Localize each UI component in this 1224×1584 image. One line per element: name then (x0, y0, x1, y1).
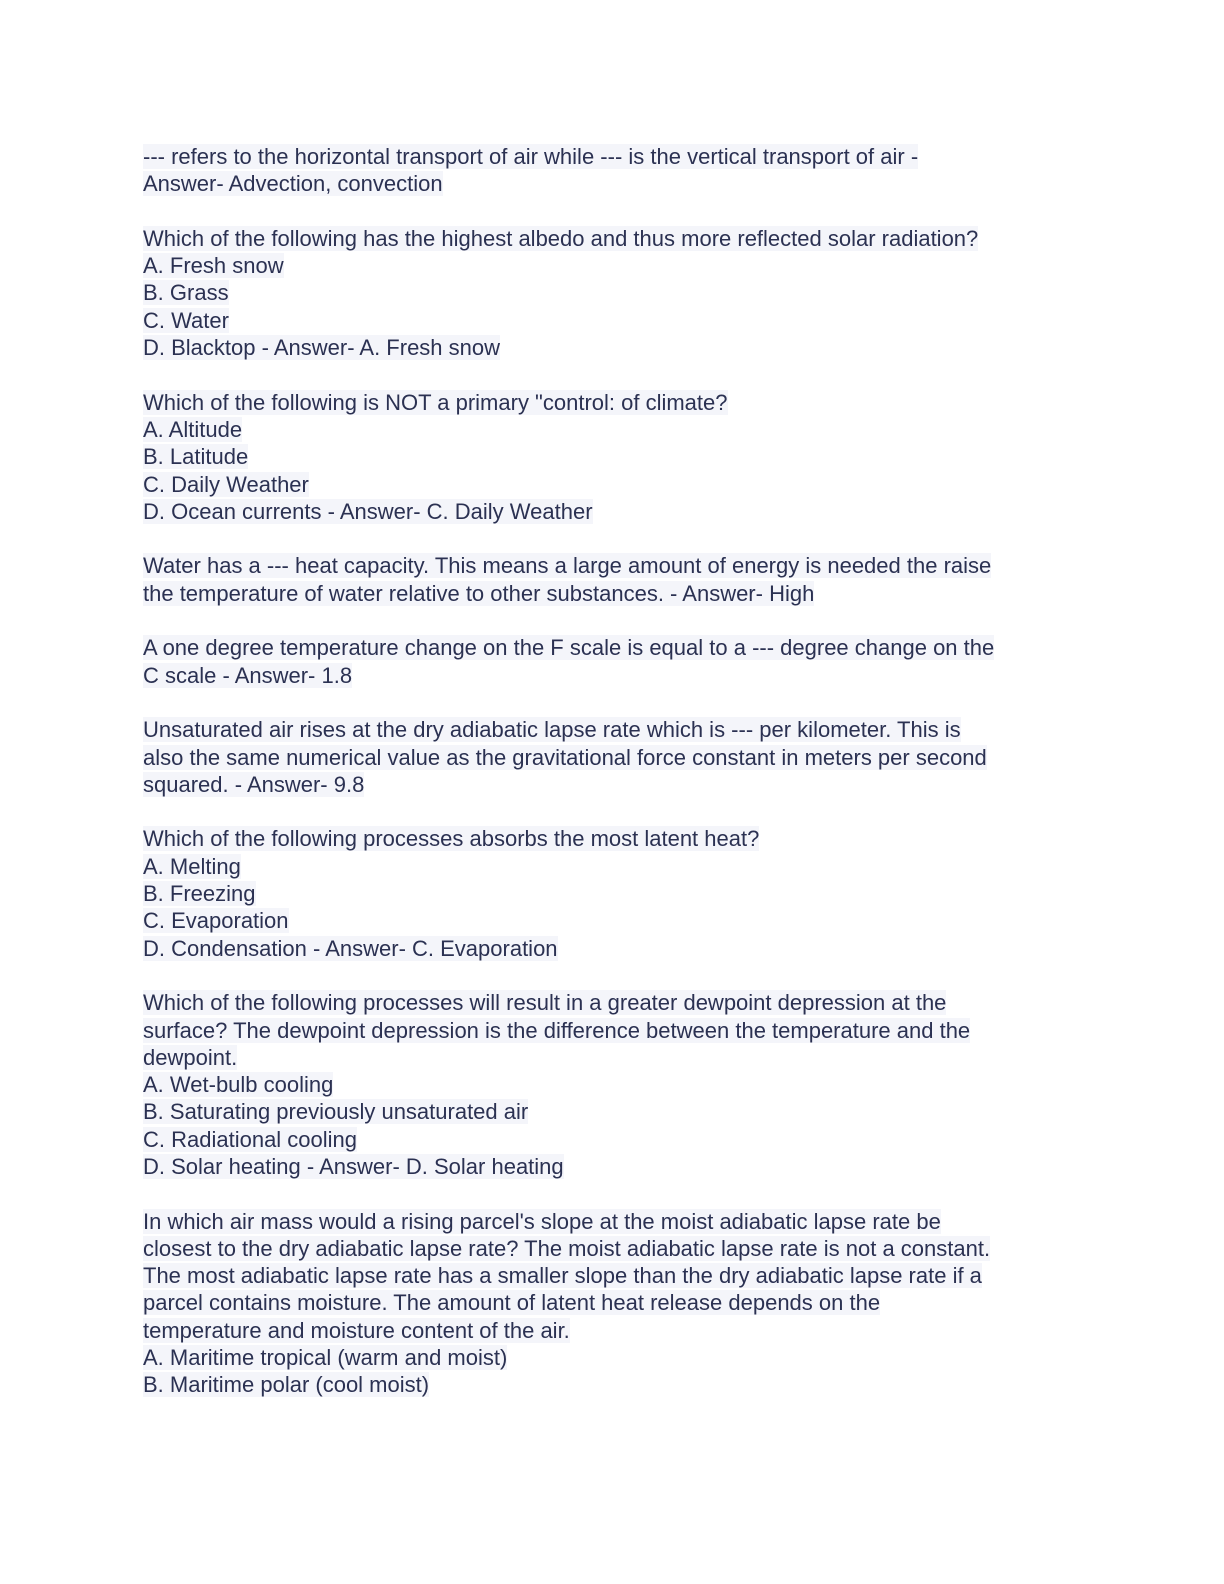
text-line (143, 634, 1083, 661)
text-line (143, 1153, 1083, 1180)
question-block (143, 143, 1083, 198)
text-line-content: closest to the dry adiabatic lapse rate? The moist adiabatic lapse rate is not a constant. (143, 1235, 991, 1261)
text-line (143, 498, 1083, 525)
text-line (143, 771, 1083, 798)
text-line (143, 935, 1083, 962)
text-line (143, 880, 1083, 907)
text-line (143, 907, 1083, 934)
text-line-content: D. Blacktop - Answer- A. Fresh snow (143, 335, 501, 361)
text-line-content: C. Water (143, 307, 229, 333)
text-line-content: C. Radiational cooling (143, 1126, 358, 1152)
text-line-content: Which of the following processes absorbs the most latent heat? (143, 826, 760, 852)
document-page (143, 143, 1083, 1426)
text-line-content: B. Grass (143, 280, 229, 306)
text-line (143, 170, 1083, 197)
text-line-content: temperature and moisture content of the air. (143, 1317, 570, 1343)
text-line-content: Unsaturated air rises at the dry adiabatic lapse rate which is --- per kilometer. This is (143, 717, 961, 743)
text-line-content: parcel contains moisture. The amount of latent heat release depends on the (143, 1290, 881, 1316)
text-line-content: A. Altitude (143, 416, 243, 442)
text-line (143, 1098, 1083, 1125)
question-block (143, 825, 1083, 961)
text-line-content: B. Freezing (143, 881, 256, 907)
text-line-content: squared. - Answer- 9.8 (143, 771, 365, 797)
text-line (143, 389, 1083, 416)
text-line-content: D. Ocean currents - Answer- C. Daily Weather (143, 498, 593, 524)
text-line (143, 716, 1083, 743)
question-block (143, 989, 1083, 1180)
text-line-content: C. Evaporation (143, 908, 289, 934)
text-line-content: the temperature of water relative to other substances. - Answer- High (143, 580, 815, 606)
text-line (143, 1317, 1083, 1344)
question-block (143, 225, 1083, 361)
text-line-content: D. Solar heating - Answer- D. Solar heating (143, 1153, 564, 1179)
text-line (143, 825, 1083, 852)
text-line (143, 252, 1083, 279)
text-line-content: B. Saturating previously unsaturated air (143, 1099, 529, 1125)
text-line-content: dewpoint. (143, 1044, 238, 1070)
text-line-content: B. Maritime polar (cool moist) (143, 1372, 430, 1398)
text-line-content: A. Melting (143, 853, 241, 879)
text-line-content: Answer- Advection, convection (143, 171, 443, 197)
question-block (143, 552, 1083, 607)
text-line-content: A. Wet-bulb cooling (143, 1072, 334, 1098)
text-line (143, 416, 1083, 443)
text-line-content: A. Fresh snow (143, 253, 284, 279)
text-line (143, 307, 1083, 334)
text-line (143, 279, 1083, 306)
text-line-content: Which of the following processes will result in a greater dewpoint depression at the (143, 990, 947, 1016)
question-block (143, 716, 1083, 798)
text-line-content: In which air mass would a rising parcel's slope at the moist adiabatic lapse rate be (143, 1208, 941, 1234)
text-line (143, 471, 1083, 498)
text-line (143, 1126, 1083, 1153)
text-line-content: --- refers to the horizontal transport of air while --- is the vertical transport of air - (143, 144, 919, 169)
text-line (143, 143, 1083, 170)
text-line-content: B. Latitude (143, 444, 249, 470)
text-line-content: also the same numerical value as the gravitational force constant in meters per second (143, 744, 987, 770)
text-line-content: C scale - Answer- 1.8 (143, 662, 353, 688)
text-line (143, 853, 1083, 880)
text-line (143, 1262, 1083, 1289)
text-line-content: The most adiabatic lapse rate has a smaller slope than the dry adiabatic lapse rate if a (143, 1263, 982, 1289)
text-line-content: C. Daily Weather (143, 471, 309, 497)
text-line (143, 1071, 1083, 1098)
text-line (143, 1235, 1083, 1262)
text-line-content: surface? The dewpoint depression is the difference between the temperature and the (143, 1017, 971, 1043)
text-line (143, 1371, 1083, 1398)
question-block (143, 389, 1083, 525)
question-block (143, 1208, 1083, 1399)
text-line (143, 334, 1083, 361)
text-line (143, 580, 1083, 607)
text-line-content: Water has a --- heat capacity. This means a large amount of energy is needed the raise (143, 553, 992, 579)
text-line (143, 552, 1083, 579)
text-line (143, 1344, 1083, 1371)
text-line-content: Which of the following is NOT a primary "control: of climate? (143, 389, 728, 415)
text-line-content: D. Condensation - Answer- C. Evaporation (143, 935, 558, 961)
text-line (143, 1044, 1083, 1071)
text-line (143, 443, 1083, 470)
text-line (143, 1017, 1083, 1044)
text-line (143, 225, 1083, 252)
text-line (143, 989, 1083, 1016)
text-line (143, 662, 1083, 689)
text-line (143, 744, 1083, 771)
question-block (143, 634, 1083, 689)
text-line (143, 1289, 1083, 1316)
text-line-content: A. Maritime tropical (warm and moist) (143, 1345, 508, 1371)
text-line-content: A one degree temperature change on the F scale is equal to a --- degree change on the (143, 635, 995, 661)
text-line (143, 1208, 1083, 1235)
text-line-content: Which of the following has the highest albedo and thus more reflected solar radiation? (143, 225, 979, 251)
